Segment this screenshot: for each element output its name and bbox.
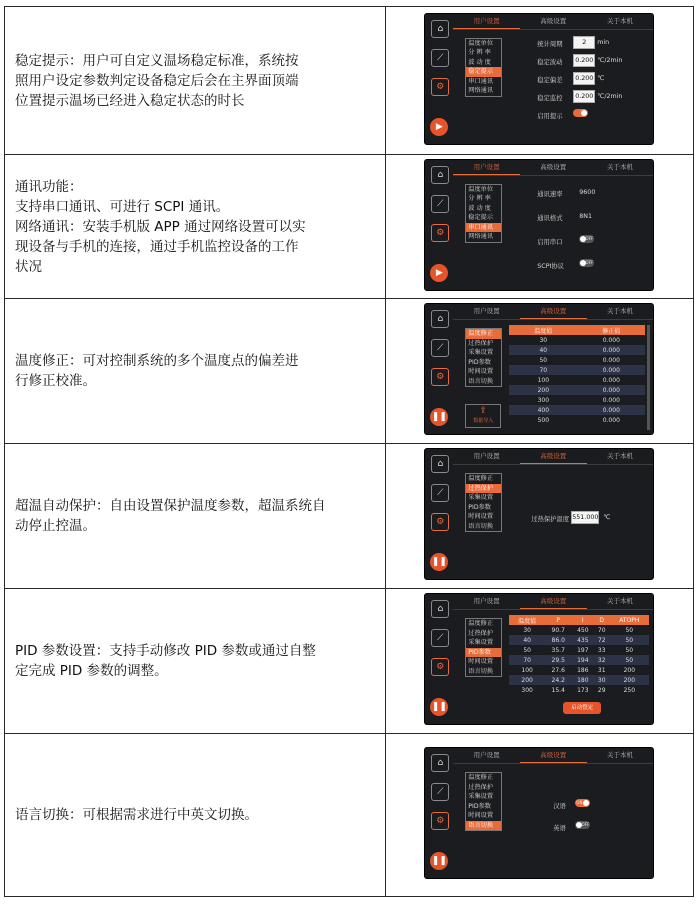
table-row[interactable]: [509, 355, 645, 365]
table-row[interactable]: [509, 645, 649, 655]
col-header: I: [571, 615, 594, 625]
language-form: [553, 796, 649, 874]
tab-about[interactable]: 关于本机: [606, 597, 633, 605]
cell: 0.000: [602, 356, 620, 364]
screenshot-cell: [385, 299, 693, 444]
desc-line: 状况: [15, 258, 42, 275]
cell: 70: [509, 655, 545, 665]
cell: 50: [609, 655, 649, 665]
field-label: 通讯速率: [537, 190, 563, 198]
menu-item-pid[interactable]: PID参数: [468, 358, 491, 366]
side-rail: [428, 455, 450, 542]
cell: 0.000: [602, 416, 620, 424]
home-icon[interactable]: ⌂: [431, 455, 449, 473]
field-label: SCPI协议: [537, 262, 564, 270]
play-icon[interactable]: ▶: [430, 118, 448, 136]
desc-line: 位置提示温场已经进入稳定状态的时长: [15, 92, 245, 109]
cell: 40: [509, 345, 577, 355]
menu-item-pid[interactable]: PID参数: [466, 648, 501, 658]
cell: 200: [623, 666, 636, 674]
side-rail: [428, 754, 450, 841]
desc-line: 现设备与手机的连接，通过手机监控设备的工作: [15, 238, 299, 255]
cell: 200: [509, 675, 545, 685]
cell: 50: [625, 646, 634, 654]
home-icon[interactable]: ⌂: [431, 754, 449, 772]
cell: 50: [539, 356, 548, 364]
menu-item-language[interactable]: 语言切换: [466, 821, 501, 831]
cell: 72: [594, 635, 609, 645]
menu-item-temp-unit[interactable]: 温度单位: [468, 39, 494, 47]
desc-line: 温度修正：可对控制系统的多个温度点的偏差进: [15, 353, 299, 369]
cell: 30: [523, 626, 531, 634]
table-row[interactable]: [509, 335, 645, 345]
form-row: [537, 256, 649, 280]
cell: 90.7: [551, 626, 565, 634]
gear-icon[interactable]: ⚙: [431, 513, 449, 531]
feature-row-stable-hint: [5, 7, 694, 155]
cell: 70: [597, 626, 606, 634]
table-header: [509, 615, 649, 625]
form-row: [537, 184, 649, 208]
pause-icon[interactable]: ❚❚: [430, 553, 448, 571]
home-icon[interactable]: ⌂: [431, 310, 449, 328]
menu-item-temp-correction[interactable]: 温度修正: [468, 620, 494, 627]
advanced-settings-menu: [465, 328, 502, 387]
table-row[interactable]: [509, 685, 649, 694]
form-row: [537, 34, 649, 52]
desc-line: 定完成 PID 参数的调整。: [15, 663, 168, 679]
chart-icon[interactable]: ⟋: [431, 783, 449, 801]
field-label: 英语: [553, 825, 566, 832]
table-row[interactable]: [509, 635, 649, 645]
chinese-toggle[interactable]: [575, 799, 590, 807]
desc-line: 支持串口通讯、可进行 SCPI 通讯。: [15, 198, 230, 215]
chart-icon[interactable]: ⟋: [431, 339, 449, 357]
side-rail: [428, 166, 450, 253]
tab-about[interactable]: 关于本机: [606, 452, 633, 460]
field-unit: ℃/2min: [597, 56, 623, 64]
toggle-state: OFF: [581, 822, 590, 827]
menu-item-overheat[interactable]: 过热保护: [468, 629, 494, 637]
field-label: 统计周期: [537, 40, 563, 48]
menu-item-serial[interactable]: 串口通讯: [468, 77, 494, 85]
device-screen: [424, 747, 654, 879]
feature-row-language: [5, 734, 694, 897]
menu-item-time[interactable]: 时间设置: [468, 658, 494, 665]
menu-item-stable-hint[interactable]: 稳定提示: [466, 67, 501, 77]
tab-advanced-settings[interactable]: 高级设置: [540, 16, 567, 25]
cell: 180: [571, 675, 594, 685]
cell: 31: [597, 666, 606, 674]
cell: 300: [521, 686, 533, 694]
form-row: [537, 208, 649, 232]
menu-item-fluctuation[interactable]: 波 动 度: [468, 58, 491, 66]
screenshot-cell: [385, 155, 693, 299]
device-screen: [424, 593, 654, 725]
cell: 100: [521, 666, 533, 674]
table-row[interactable]: [509, 375, 645, 385]
tab-user-settings[interactable]: 用户设置: [473, 751, 500, 759]
desc-line: PID 参数设置：支持手动修改 PID 参数或通过自整: [15, 643, 316, 659]
table-scrollbar[interactable]: [647, 325, 650, 430]
settings-tabs: [453, 449, 653, 465]
stable-monitor-input[interactable]: 0.200: [573, 90, 595, 103]
feature-description: [5, 155, 386, 299]
cell: 0.000: [577, 345, 645, 355]
feature-description: [5, 7, 386, 155]
cell: 15.4: [551, 686, 565, 694]
tab-user-settings[interactable]: 用户设置: [453, 160, 520, 175]
cell: 173: [577, 686, 589, 694]
chart-icon[interactable]: ⟋: [431, 49, 449, 67]
tab-user-settings[interactable]: 用户设置: [473, 597, 500, 605]
form-row: [531, 509, 649, 527]
menu-item-language[interactable]: 语言切换: [468, 667, 494, 675]
advanced-settings-menu: [465, 618, 502, 677]
cell: 450: [577, 626, 589, 634]
field-label: 过热保护温度: [531, 516, 570, 523]
user-settings-menu: [465, 38, 502, 97]
table-row[interactable]: [509, 675, 649, 685]
cell: 35.7: [551, 646, 565, 654]
overheat-form: [531, 509, 649, 575]
enable-serial-toggle[interactable]: [579, 235, 594, 243]
menu-item-fluctuation[interactable]: 波 动 度: [468, 204, 491, 212]
cell: 250: [623, 686, 636, 694]
feature-description: [5, 299, 386, 444]
cell: 29: [597, 686, 606, 694]
menu-item-sampling[interactable]: 采集设置: [468, 349, 494, 356]
form-row: [537, 106, 649, 124]
screenshot-cell: [385, 589, 693, 734]
stable-hint-form: [537, 34, 649, 140]
table-row[interactable]: [509, 385, 645, 395]
cell: 194: [571, 655, 594, 665]
menu-item-temp-correction[interactable]: 温度修正: [466, 329, 501, 339]
import-icon: ⇪: [479, 406, 488, 416]
cell: 0.000: [602, 396, 620, 404]
correction-table-wrap: [509, 325, 645, 430]
stat-period-input[interactable]: 2: [573, 36, 595, 49]
desc-line: 行修正校准。: [15, 373, 96, 389]
field-label: 启用提示: [537, 112, 563, 120]
form-row: [537, 52, 649, 70]
play-icon[interactable]: ▶: [430, 264, 448, 282]
device-screen: [424, 159, 654, 291]
tab-advanced-settings[interactable]: 高级设置: [540, 162, 567, 171]
cell: 50: [625, 626, 634, 634]
col-header: ATOPH: [609, 615, 649, 625]
desc-line: 网络通讯：安装手机版 APP 通过网络设置可以实: [15, 218, 306, 235]
tab-user-settings[interactable]: 用户设置: [473, 452, 500, 460]
cell: 0.000: [577, 385, 645, 395]
cell: 86.0: [545, 635, 571, 645]
desc-line: 动停止控温。: [15, 518, 96, 534]
data-import-button[interactable]: [465, 404, 501, 428]
desc-line: 通讯功能：: [15, 178, 83, 195]
table-row[interactable]: [509, 395, 645, 405]
field-unit: min: [597, 38, 610, 46]
menu-item-temp-correction[interactable]: 温度修正: [468, 774, 494, 781]
tab-about[interactable]: 关于本机: [606, 307, 633, 315]
feature-row-pid: [5, 589, 694, 734]
gear-icon[interactable]: ⚙: [431, 812, 449, 830]
menu-item-language[interactable]: 语言切换: [468, 377, 494, 385]
side-rail: [428, 600, 450, 687]
menu-item-language[interactable]: 语言切换: [468, 522, 494, 530]
home-icon[interactable]: ⌂: [431, 20, 449, 38]
baud-rate-value[interactable]: 9600: [579, 188, 596, 196]
form-row: [553, 796, 649, 818]
tab-advanced-settings[interactable]: 高级设置: [520, 594, 587, 609]
home-icon[interactable]: ⌂: [431, 600, 449, 618]
toggle-state: OFF: [585, 259, 594, 265]
desc-line: 超温自动保护：自由设置保护温度参数，超温系统自: [15, 498, 326, 514]
feature-table: [4, 6, 694, 897]
cell: 0.000: [577, 365, 645, 375]
field-label: 稳定监控: [537, 94, 563, 102]
settings-tabs: [453, 594, 653, 610]
screenshot-cell: [385, 734, 693, 897]
settings-tabs: [453, 160, 653, 176]
advanced-settings-menu: [465, 772, 502, 831]
user-settings-menu: [465, 184, 502, 243]
cell: 50: [609, 635, 649, 645]
stable-deviation-input[interactable]: 0.200: [573, 72, 595, 85]
table-row[interactable]: [509, 415, 645, 425]
menu-item-resolution[interactable]: 分 辨 率: [468, 49, 491, 56]
screenshot-cell: [385, 7, 693, 155]
gear-icon[interactable]: ⚙: [431, 368, 449, 386]
advanced-settings-menu: [465, 473, 502, 532]
field-label: 稳定偏差: [537, 76, 563, 84]
table-row[interactable]: [509, 655, 649, 665]
cell: 70: [509, 365, 577, 375]
cell: 0.000: [577, 405, 645, 415]
cell: 435: [571, 635, 594, 645]
cell: 186: [577, 666, 589, 674]
chart-icon[interactable]: ⟋: [431, 195, 449, 213]
table-row[interactable]: [509, 625, 649, 635]
auto-tune-button[interactable]: 启动整定: [563, 702, 601, 714]
stable-fluct-input[interactable]: 0.200: [573, 54, 595, 67]
pause-icon[interactable]: ❚❚: [430, 698, 448, 716]
cell: 0.000: [602, 336, 620, 344]
cell: 400: [509, 405, 577, 415]
device-screen: [424, 448, 654, 580]
settings-tabs: [453, 14, 653, 30]
col-header: D: [594, 615, 609, 625]
pause-icon[interactable]: ❚❚: [430, 408, 448, 426]
menu-item-serial[interactable]: 串口通讯: [466, 223, 501, 233]
feature-description: [5, 734, 386, 897]
device-screen: [424, 13, 654, 145]
menu-item-sampling[interactable]: 采集设置: [468, 494, 494, 501]
desc-line: 稳定提示：用户可自定义温场稳定标准，系统按: [15, 52, 299, 69]
feature-row-temp-correction: [5, 299, 694, 444]
cell: 300: [537, 396, 550, 404]
table-row[interactable]: [509, 345, 645, 355]
field-unit: ℃: [603, 514, 611, 521]
import-label: 数据导入: [473, 418, 494, 424]
desc-line: 照用户设定参数判定设备稳定后会在主界面顶端: [15, 72, 299, 89]
menu-item-sampling[interactable]: 采集设置: [468, 639, 494, 646]
toggle-state: OFF: [585, 235, 594, 241]
col-header: 温度值: [509, 615, 545, 625]
format-value[interactable]: 8N1: [579, 212, 593, 220]
table-row[interactable]: [509, 365, 645, 375]
field-label: 启用串口: [537, 238, 563, 246]
col-header: P: [545, 615, 571, 625]
cell: 50: [523, 646, 531, 654]
feature-row-overheat: [5, 444, 694, 589]
menu-item-resolution[interactable]: 分 辨 率: [468, 195, 491, 202]
cell: 200: [609, 675, 649, 685]
menu-item-overheat[interactable]: 过热保护: [466, 484, 501, 494]
menu-item-sampling[interactable]: 采集设置: [468, 793, 494, 800]
menu-item-overheat[interactable]: 过热保护: [468, 783, 494, 791]
gear-icon[interactable]: ⚙: [431, 78, 449, 96]
tab-user-settings[interactable]: 用户设置: [473, 307, 500, 315]
tab-about[interactable]: 关于本机: [606, 162, 633, 171]
cell: 27.6: [551, 666, 565, 674]
tab-advanced-settings[interactable]: 高级设置: [520, 304, 587, 319]
feature-row-communication: [5, 155, 694, 299]
field-label: 稳定波动: [537, 58, 563, 66]
table-row[interactable]: [509, 665, 649, 675]
tab-about[interactable]: 关于本机: [606, 16, 633, 25]
menu-item-network[interactable]: 网络通讯: [468, 233, 494, 240]
pid-table-wrap: [509, 615, 649, 694]
tab-advanced-settings[interactable]: 高级设置: [520, 748, 587, 763]
pid-table: [509, 615, 649, 694]
menu-item-time[interactable]: 时间设置: [468, 368, 494, 375]
chart-icon[interactable]: ⟋: [431, 629, 449, 647]
tab-about[interactable]: 关于本机: [606, 751, 633, 759]
menu-item-temp-correction[interactable]: 温度修正: [468, 475, 494, 482]
menu-item-temp-unit[interactable]: 温度单位: [468, 185, 494, 193]
col-header: 修正值: [577, 325, 645, 335]
enable-hint-toggle[interactable]: [573, 109, 588, 117]
form-row: [537, 70, 649, 88]
cell: 0.000: [602, 376, 620, 384]
field-label: 汉语: [553, 803, 566, 810]
cell: 32: [594, 655, 609, 665]
form-row: [553, 818, 649, 840]
form-row: [537, 232, 649, 256]
cell: 30: [539, 336, 548, 344]
pause-icon[interactable]: ❚❚: [430, 852, 448, 870]
device-screen: [424, 303, 654, 435]
tab-advanced-settings[interactable]: 高级设置: [520, 449, 587, 464]
gear-icon[interactable]: ⚙: [431, 658, 449, 676]
cell: 24.2: [545, 675, 571, 685]
field-unit: ℃: [597, 74, 605, 82]
field-label: 通讯格式: [537, 214, 563, 222]
menu-item-stable-hint[interactable]: 稳定提示: [468, 214, 494, 221]
english-toggle[interactable]: [575, 821, 590, 829]
scpi-toggle[interactable]: [579, 259, 594, 267]
overheat-temp-input[interactable]: 551.000: [571, 511, 599, 524]
cell: 200: [509, 385, 577, 395]
feature-description: [5, 444, 386, 589]
cell: 29.5: [545, 655, 571, 665]
menu-item-time[interactable]: 时间设置: [468, 812, 494, 819]
feature-description: [5, 589, 386, 734]
cell: 500: [537, 416, 550, 424]
menu-item-overheat[interactable]: 过热保护: [468, 339, 494, 347]
side-rail: [428, 20, 450, 107]
col-header: 温度值: [509, 325, 577, 335]
table-header: [509, 325, 645, 335]
home-icon[interactable]: ⌂: [431, 166, 449, 184]
screenshot-cell: [385, 444, 693, 589]
cell: 40: [509, 635, 545, 645]
desc-line: 语言切换：可根据需求进行中英文切换。: [15, 807, 258, 823]
field-unit: ℃/2min: [597, 92, 623, 100]
cell: 30: [594, 675, 609, 685]
chart-icon[interactable]: ⟋: [431, 484, 449, 502]
serial-form: [537, 184, 649, 286]
tab-user-settings[interactable]: 用户设置: [453, 14, 520, 29]
menu-item-pid[interactable]: PID参数: [468, 503, 491, 511]
toggle-state: ON: [576, 800, 583, 805]
settings-tabs: [453, 748, 653, 764]
menu-item-pid[interactable]: PID参数: [468, 802, 491, 810]
menu-item-time[interactable]: 时间设置: [468, 513, 494, 520]
menu-item-network[interactable]: 网络通讯: [468, 87, 494, 94]
gear-icon[interactable]: ⚙: [431, 224, 449, 242]
cell: 100: [537, 376, 550, 384]
cell: 197: [577, 646, 589, 654]
side-rail: [428, 310, 450, 397]
settings-tabs: [453, 304, 653, 320]
form-row: [537, 88, 649, 106]
correction-table: [509, 325, 645, 425]
table-row[interactable]: [509, 405, 645, 415]
cell: 33: [597, 646, 606, 654]
